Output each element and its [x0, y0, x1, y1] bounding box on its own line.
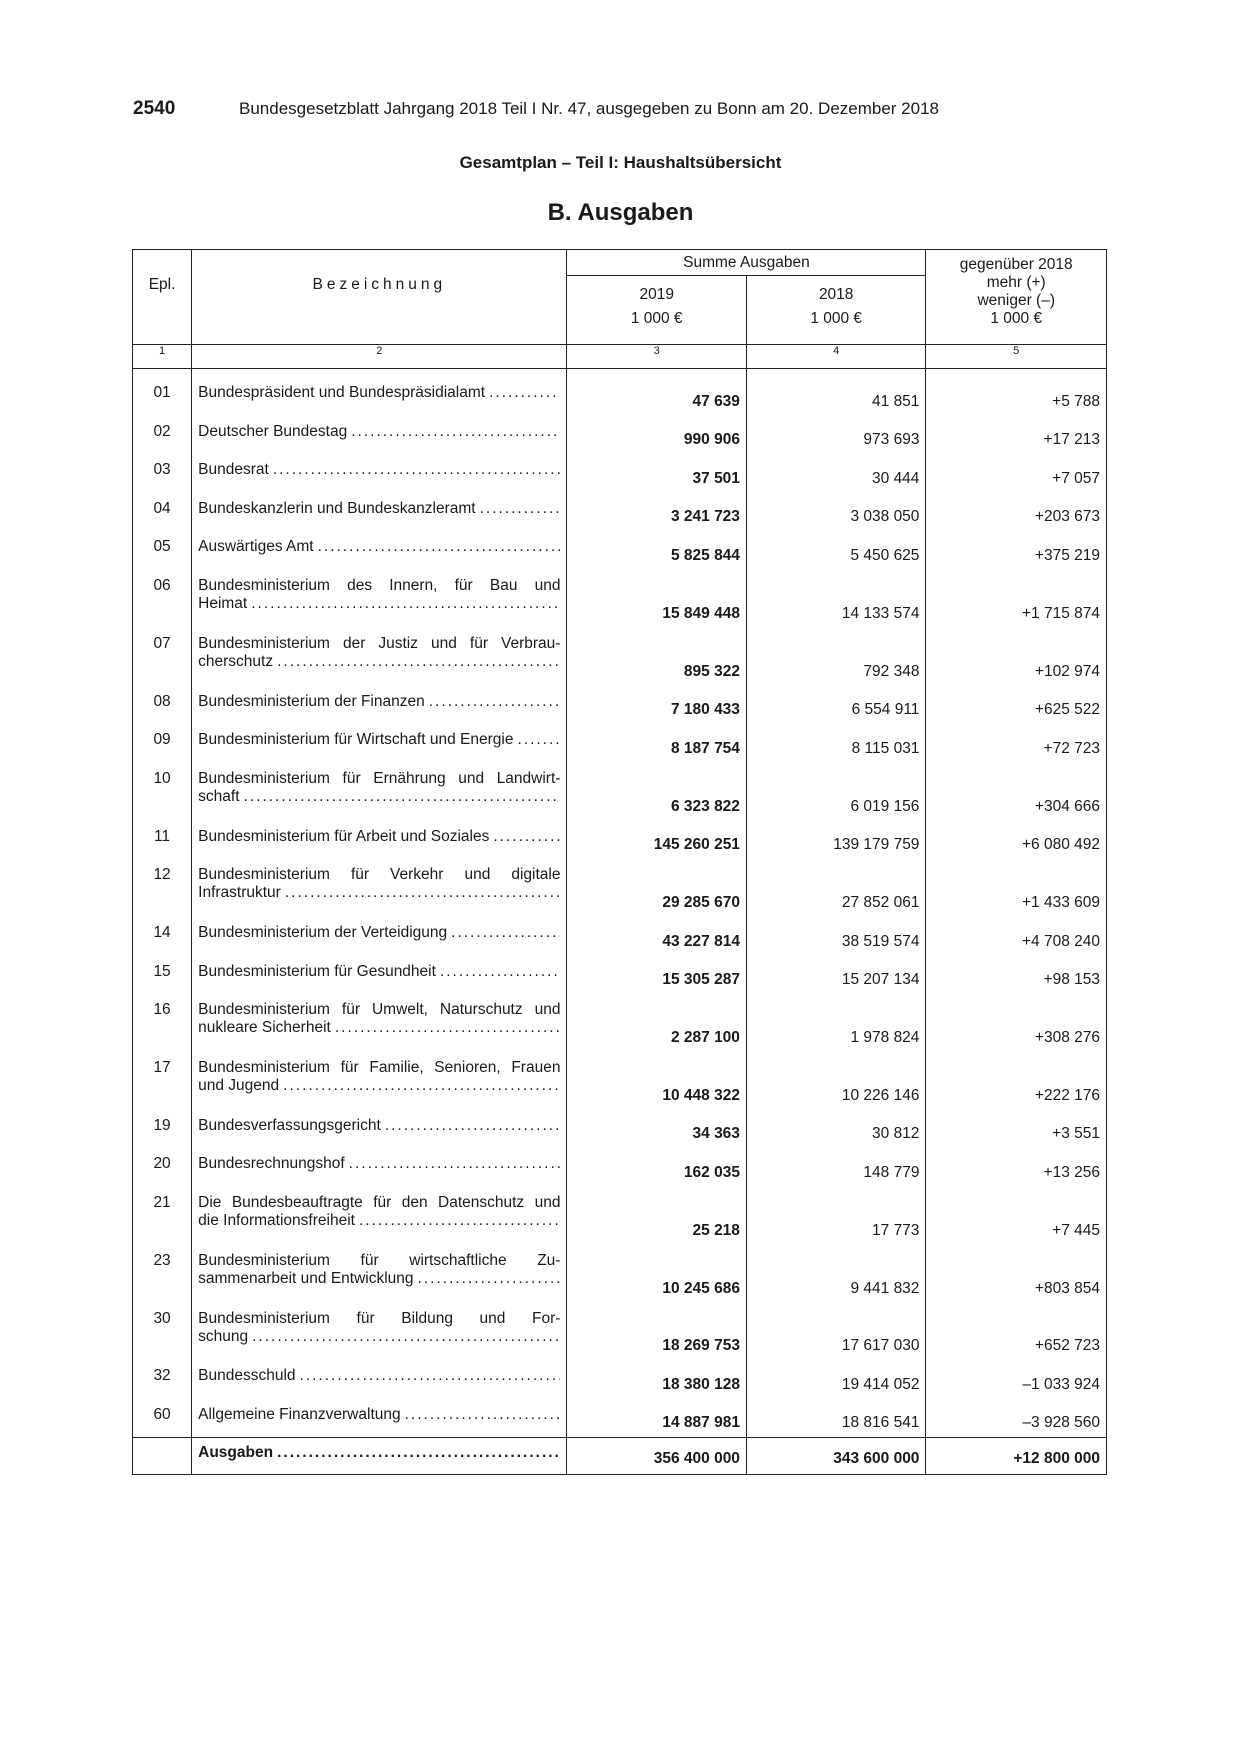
- value-2019: 14 887 981: [567, 1399, 746, 1438]
- value-2019: 15 305 287: [567, 956, 746, 995]
- table-row: [133, 1360, 1107, 1399]
- value-diff: +72 723: [926, 724, 1107, 763]
- value-diff: +1 715 874: [926, 570, 1107, 628]
- epl-number: 21: [133, 1187, 192, 1245]
- header-gegenueber-line1: gegenüber 2018: [959, 256, 1073, 273]
- epl-number: 07: [133, 628, 192, 686]
- row-label-line2: cherschutz: [198, 652, 274, 670]
- value-2018: 148 779: [746, 1148, 926, 1187]
- total-epl-empty: [133, 1438, 192, 1475]
- row-label: Bundeskanzlerin und Bundeskanzleramt: [198, 499, 476, 517]
- value-2018: 30 812: [746, 1110, 926, 1149]
- value-2019: 8 187 754: [567, 724, 746, 763]
- value-2018: 14 133 574: [746, 570, 926, 628]
- publication-header: Bundesgesetzblatt Jahrgang 2018 Teil I Nr. 47, ausgegeben zu Bonn am 20. Dezember 2018: [239, 99, 939, 118]
- value-diff: +803 854: [926, 1245, 1107, 1303]
- row-label: Bundesministerium der Verteidigung: [198, 923, 448, 941]
- value-diff: +375 219: [926, 531, 1107, 570]
- total-row: [133, 1438, 1107, 1475]
- value-2018: 17 773: [746, 1187, 926, 1245]
- value-diff: +1 433 609: [926, 859, 1107, 917]
- value-diff: +625 522: [926, 686, 1107, 725]
- value-2018: 38 519 574: [746, 917, 926, 956]
- value-diff: +308 276: [926, 994, 1107, 1052]
- value-2018: 18 816 541: [746, 1399, 926, 1438]
- row-label: Allgemeine Finanzverwaltung: [198, 1405, 401, 1423]
- epl-number: 17: [133, 1052, 192, 1110]
- column-number: 2: [192, 345, 567, 369]
- epl-number: 04: [133, 493, 192, 532]
- table-row: [133, 1245, 1107, 1303]
- epl-number: 06: [133, 570, 192, 628]
- value-2019: 47 639: [567, 377, 746, 416]
- epl-number: 19: [133, 1110, 192, 1149]
- table-row: [133, 821, 1107, 860]
- value-2018: 6 554 911: [746, 686, 926, 725]
- value-2019: 145 260 251: [567, 821, 746, 860]
- header-gegenueber: [926, 250, 1107, 311]
- table-row: [133, 724, 1107, 763]
- row-label-line2: Heimat: [198, 594, 248, 612]
- epl-number: 23: [133, 1245, 192, 1303]
- column-number: 3: [567, 345, 746, 369]
- value-2018: 9 441 832: [746, 1245, 926, 1303]
- value-2018: 30 444: [746, 454, 926, 493]
- value-2018: 27 852 061: [746, 859, 926, 917]
- row-label-line2: schaft: [198, 787, 240, 805]
- epl-number: 60: [133, 1399, 192, 1438]
- value-2019: 25 218: [567, 1187, 746, 1245]
- row-label-line1: Bundesministerium für Verkehr und digitale: [198, 866, 561, 884]
- value-diff: +3 551: [926, 1110, 1107, 1149]
- value-2019: 990 906: [567, 416, 746, 455]
- row-label-line1: Bundesministerium für Familie, Senioren, Frauen: [198, 1058, 561, 1076]
- table-row: [133, 994, 1107, 1052]
- value-2019: 10 448 322: [567, 1052, 746, 1110]
- table-row: [133, 570, 1107, 628]
- epl-number: 09: [133, 724, 192, 763]
- page-number: 2540: [133, 98, 176, 119]
- value-2018: 41 851: [746, 377, 926, 416]
- epl-number: 30: [133, 1303, 192, 1361]
- column-number: 4: [746, 345, 926, 369]
- value-2018: 5 450 625: [746, 531, 926, 570]
- table-row: [133, 493, 1107, 532]
- row-label-line1: Bundesministerium des Innern, für Bau und: [198, 576, 561, 594]
- value-2019: 37 501: [567, 454, 746, 493]
- value-2019: 34 363: [567, 1110, 746, 1149]
- value-2018: 6 019 156: [746, 763, 926, 821]
- epl-number: 15: [133, 956, 192, 995]
- row-label: Auswärtiges Amt: [198, 538, 314, 556]
- row-label-line2: schung: [198, 1327, 249, 1345]
- row-label: Bundesministerium für Gesundheit: [198, 962, 436, 980]
- epl-number: 32: [133, 1360, 192, 1399]
- epl-number: 05: [133, 531, 192, 570]
- row-label-line2: sammenarbeit und Entwicklung: [198, 1269, 414, 1287]
- value-2019: 2 287 100: [567, 994, 746, 1052]
- value-diff: +17 213: [926, 416, 1107, 455]
- table-row: [133, 454, 1107, 493]
- value-diff: +222 176: [926, 1052, 1107, 1110]
- epl-number: 14: [133, 917, 192, 956]
- row-label: Bundespräsident und Bundespräsidialamt: [198, 384, 486, 401]
- value-2019: 15 849 448: [567, 570, 746, 628]
- epl-number: 03: [133, 454, 192, 493]
- document-title: B. Ausgaben: [547, 199, 694, 226]
- table-row: [133, 531, 1107, 570]
- document-subtitle: Gesamtplan – Teil I: Haushaltsübersicht: [459, 153, 782, 172]
- header-unit-2018: 1 000 €: [746, 310, 926, 345]
- row-label-line1: Die Bundesbeauftragte für den Datenschutz und: [198, 1193, 561, 1211]
- table-row: [133, 917, 1107, 956]
- header-year-2018: 2018: [746, 276, 926, 311]
- value-2019: 895 322: [567, 628, 746, 686]
- header-unit-diff: 1 000 €: [926, 310, 1107, 345]
- value-diff: +102 974: [926, 628, 1107, 686]
- row-label: Bundesministerium für Wirtschaft und Energie: [198, 731, 514, 749]
- table-row: [133, 763, 1107, 821]
- table-row: [133, 686, 1107, 725]
- row-label-line1: Bundesministerium für Ernährung und Landwirt-: [198, 769, 561, 787]
- value-2018: 17 617 030: [746, 1303, 926, 1361]
- total-2019: 356 400 000: [567, 1438, 746, 1475]
- value-2018: 1 978 824: [746, 994, 926, 1052]
- value-2018: 19 414 052: [746, 1360, 926, 1399]
- value-2018: 10 226 146: [746, 1052, 926, 1110]
- row-label: Bundesrechnungshof: [198, 1155, 345, 1173]
- row-label: Bundesschuld: [198, 1367, 296, 1385]
- epl-number: 20: [133, 1148, 192, 1187]
- table-row: [133, 1052, 1107, 1110]
- column-number: 5: [926, 345, 1107, 369]
- total-2018: 343 600 000: [746, 1438, 926, 1475]
- header-bezeichnung: Bezeichnung: [192, 250, 567, 311]
- value-diff: +6 080 492: [926, 821, 1107, 860]
- table-row: [133, 1399, 1107, 1438]
- row-label-line2: die Informationsfreiheit: [198, 1211, 355, 1229]
- value-diff: +7 057: [926, 454, 1107, 493]
- row-label-line1: Bundesministerium für Bildung und For-: [198, 1309, 561, 1327]
- value-diff: +5 788: [926, 377, 1107, 416]
- epl-number: 11: [133, 821, 192, 860]
- value-diff: –3 928 560: [926, 1399, 1107, 1438]
- value-diff: +7 445: [926, 1187, 1107, 1245]
- table-row: [133, 416, 1107, 455]
- row-label: Deutscher Bundestag: [198, 422, 348, 440]
- total-label: Ausgaben: [198, 1444, 274, 1462]
- expenditure-table: [132, 249, 1107, 1475]
- epl-number: 12: [133, 859, 192, 917]
- value-diff: +13 256: [926, 1148, 1107, 1187]
- epl-number: 08: [133, 686, 192, 725]
- row-label: Bundesverfassungsgericht: [198, 1116, 381, 1134]
- row-label-line2: und Jugend: [198, 1076, 280, 1094]
- epl-number: 10: [133, 763, 192, 821]
- value-2018: 973 693: [746, 416, 926, 455]
- row-label-line2: nukleare Sicherheit: [198, 1019, 331, 1037]
- value-2019: 6 323 822: [567, 763, 746, 821]
- value-2019: 7 180 433: [567, 686, 746, 725]
- value-2018: 8 115 031: [746, 724, 926, 763]
- value-2019: 10 245 686: [567, 1245, 746, 1303]
- table-row: [133, 956, 1107, 995]
- epl-number: 02: [133, 416, 192, 455]
- value-diff: +304 666: [926, 763, 1107, 821]
- running-head: [133, 98, 1113, 124]
- value-2018: 792 348: [746, 628, 926, 686]
- epl-number: 01: [133, 377, 192, 416]
- table-row: [133, 377, 1107, 416]
- row-label: Bundesministerium der Finanzen: [198, 692, 425, 710]
- row-label-line2: Infrastruktur: [198, 884, 281, 902]
- table-row: [133, 1110, 1107, 1149]
- value-2019: 43 227 814: [567, 917, 746, 956]
- header-summe-ausgaben: Summe Ausgaben: [567, 250, 926, 276]
- table-row: [133, 1187, 1107, 1245]
- table-row: [133, 1148, 1107, 1187]
- table-row: [133, 628, 1107, 686]
- header-gegenueber-line3: weniger (–): [977, 292, 1055, 309]
- value-2018: 3 038 050: [746, 493, 926, 532]
- column-number: 1: [133, 345, 192, 369]
- table-row: [133, 859, 1107, 917]
- value-diff: –1 033 924: [926, 1360, 1107, 1399]
- row-label-line1: Bundesministerium der Justiz und für Verbrau-: [198, 634, 561, 652]
- value-2019: 18 269 753: [567, 1303, 746, 1361]
- value-diff: +98 153: [926, 956, 1107, 995]
- value-2018: 139 179 759: [746, 821, 926, 860]
- value-diff: +4 708 240: [926, 917, 1107, 956]
- header-epl: Epl.: [133, 250, 192, 311]
- epl-number: 16: [133, 994, 192, 1052]
- value-2019: 29 285 670: [567, 859, 746, 917]
- row-label: Bundesrat: [198, 461, 269, 479]
- header-year-2019: 2019: [567, 276, 746, 311]
- total-diff: +12 800 000: [926, 1438, 1107, 1475]
- table-row: [133, 1303, 1107, 1361]
- row-label-line1: Bundesministerium für Umwelt, Naturschutz und: [198, 1001, 561, 1019]
- value-2019: 5 825 844: [567, 531, 746, 570]
- row-label: Bundesministerium für Arbeit und Soziales: [198, 827, 490, 845]
- value-2018: 15 207 134: [746, 956, 926, 995]
- header-unit-2019: 1 000 €: [567, 310, 746, 345]
- header-gegenueber-line2: mehr (+): [986, 274, 1046, 291]
- header-unit-empty: [133, 310, 192, 345]
- value-2019: 162 035: [567, 1148, 746, 1187]
- value-2019: 18 380 128: [567, 1360, 746, 1399]
- value-2019: 3 241 723: [567, 493, 746, 532]
- header-unit-empty: [192, 310, 567, 345]
- value-diff: +203 673: [926, 493, 1107, 532]
- row-label-line1: Bundesministerium für wirtschaftliche Zu-: [198, 1251, 561, 1269]
- value-diff: +652 723: [926, 1303, 1107, 1361]
